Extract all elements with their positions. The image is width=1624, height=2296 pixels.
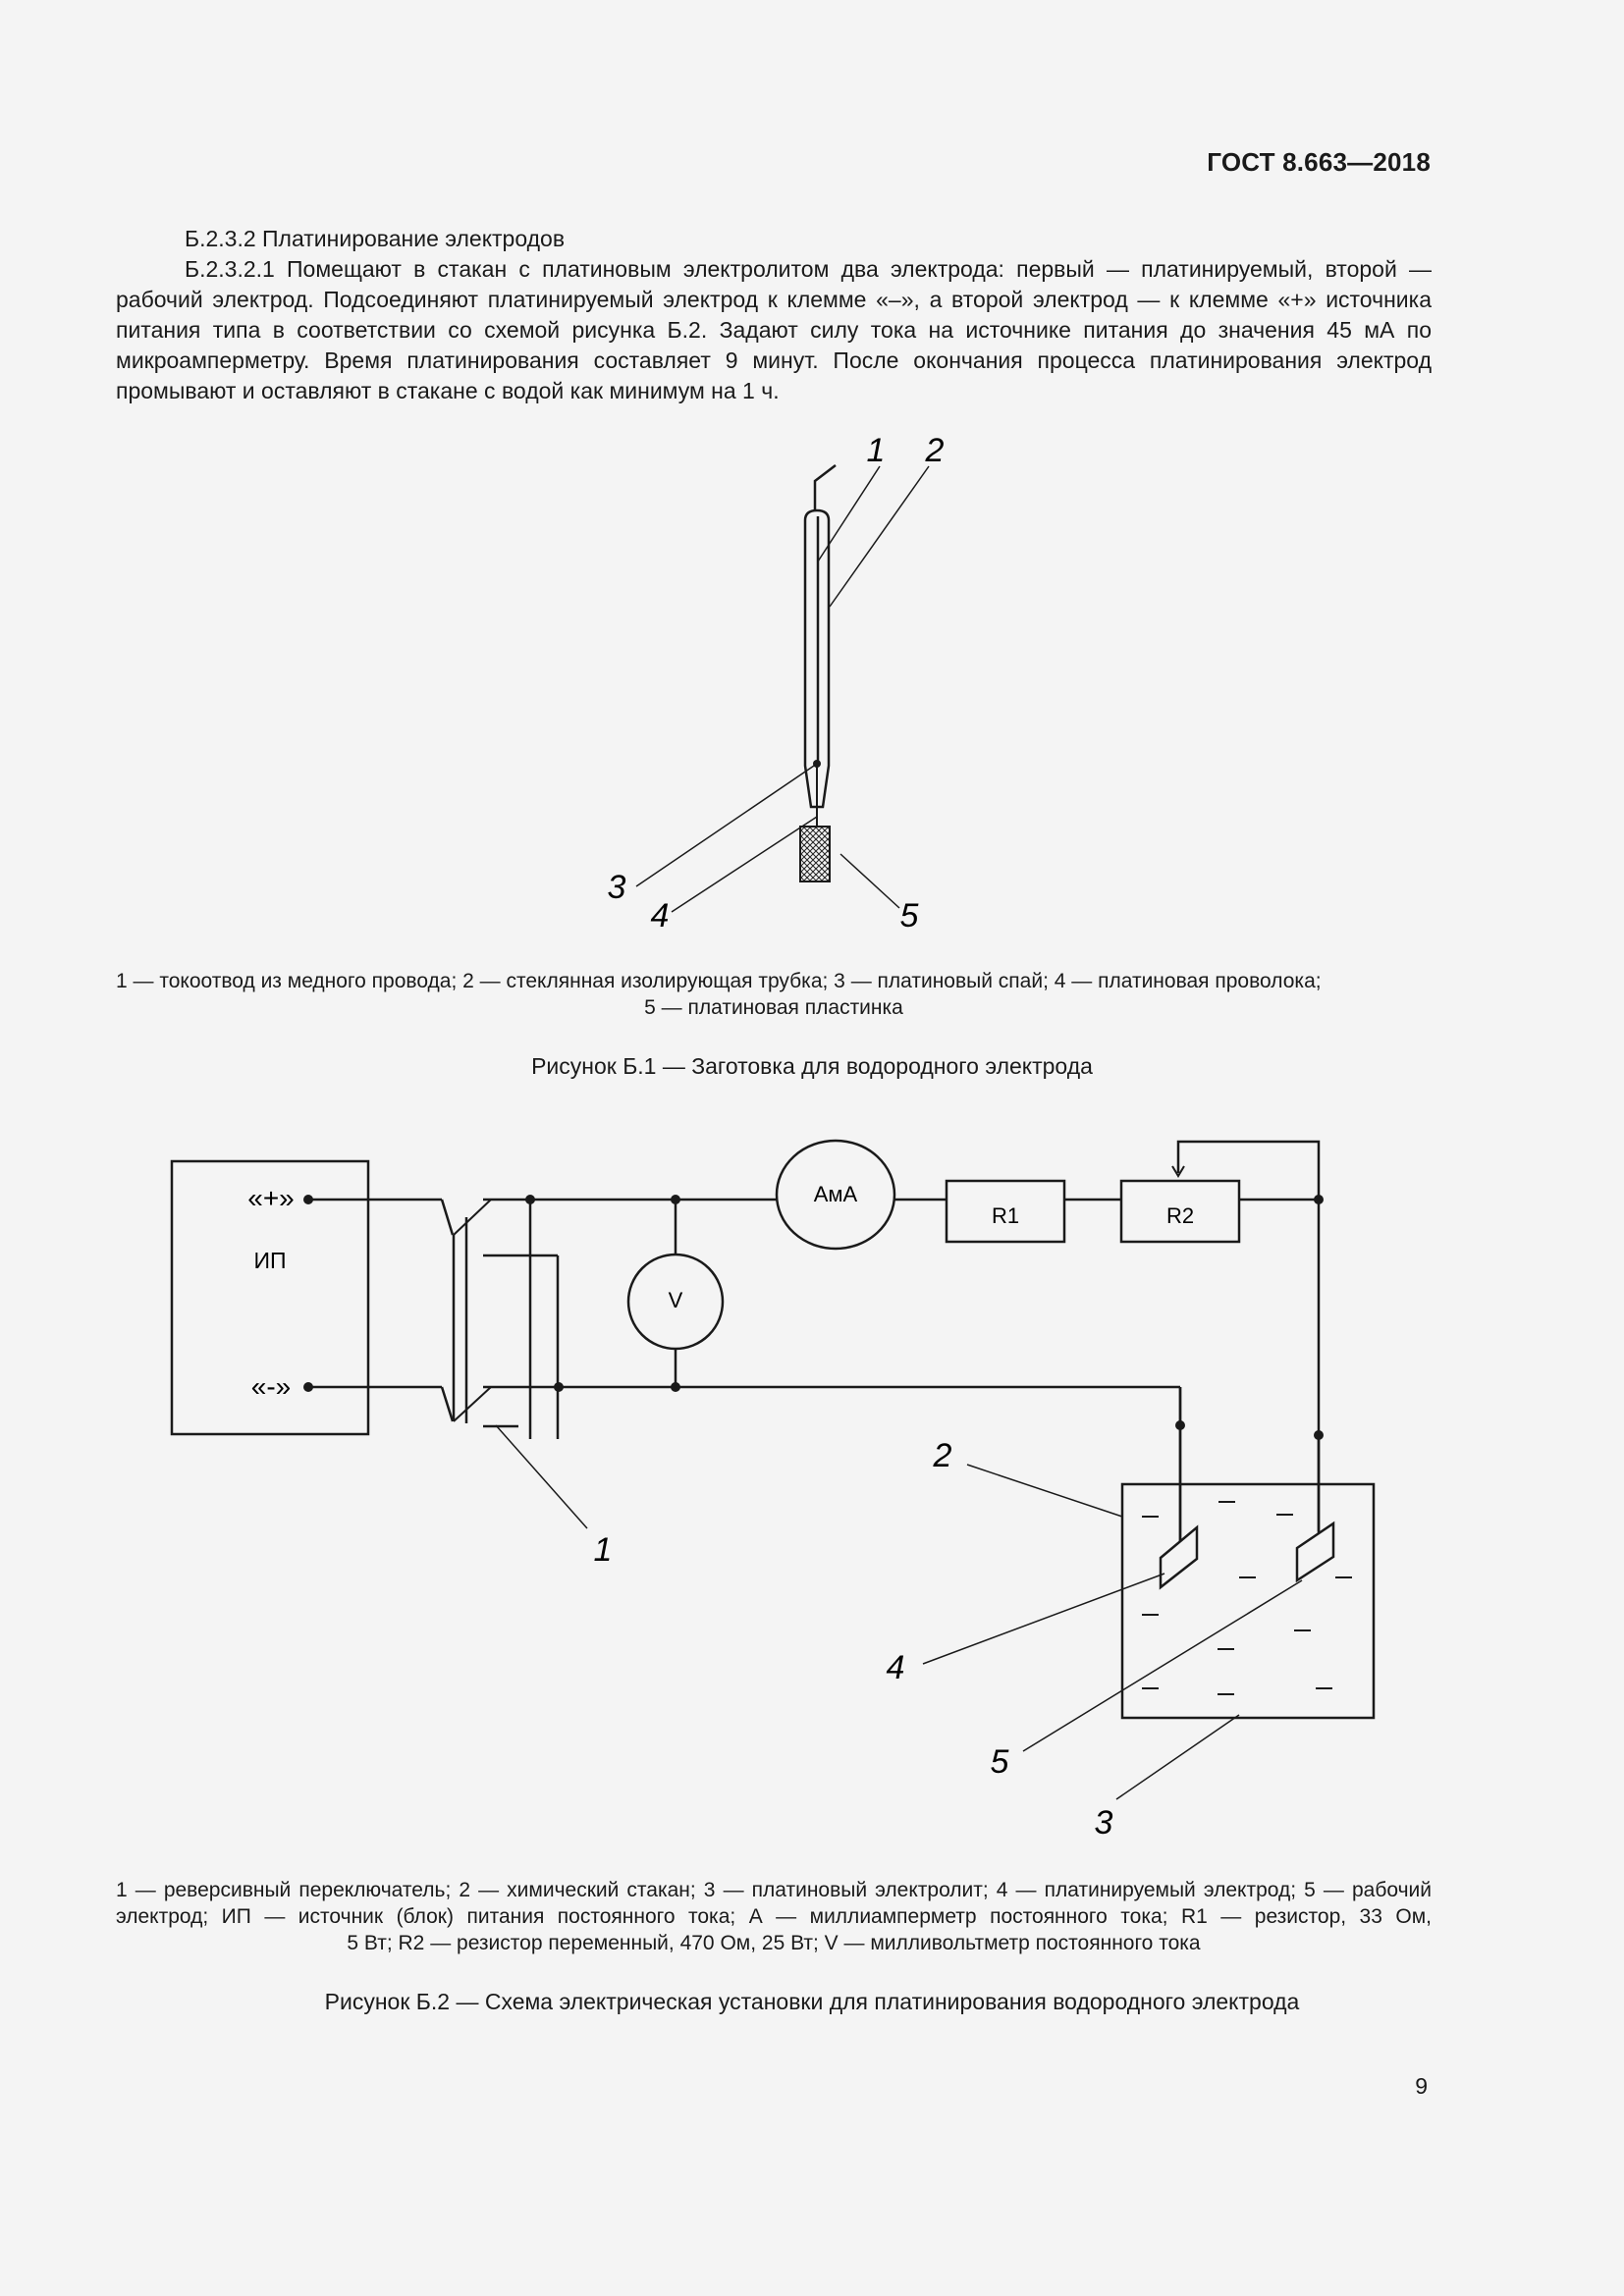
terminal-minus-label: «-» [250,1371,292,1402]
figure1-legend-line1: 1 — токоотвод из медного провода; 2 — стеклянная изолирующая трубка; 3 — платиновый спай; 4 — платиновая проволока; [116,970,1322,992]
figure1-legend-line2: 5 — платиновая пластинка [644,996,903,1019]
fig1-label-3: 3 [607,869,626,906]
figure1-legend [116,968,1432,1021]
figure1-caption: Рисунок Б.1 — Заготовка для водородного электрода [531,1053,1093,1079]
fig1-label-1: 1 [866,432,886,469]
fig2-label-4: 4 [886,1649,905,1686]
r1-label: R1 [991,1203,1020,1228]
figure-circuit-diagram [0,1119,1624,1865]
platinum-plate [800,827,830,881]
fig1-label-5: 5 [899,897,919,934]
fig1-label-4: 4 [650,897,670,934]
terminal-plus-label: «+» [247,1183,295,1213]
standard-number: ГОСТ 8.663—2018 [1207,147,1431,177]
fig2-label-3: 3 [1094,1804,1113,1842]
fig1-label-2: 2 [925,432,945,469]
figure-electrode-blank [0,0,1624,982]
chemical-beaker [1122,1484,1374,1718]
fig2-label-2: 2 [933,1437,952,1474]
ammeter-label: АмА [813,1182,858,1206]
electrode-working [1297,1523,1333,1580]
figure2-legend-last: 5 Вт; R2 — резистор переменный, 470 Ом, 25 Вт; V — милливольтметр постоянного тока [347,1932,1201,1954]
figure2-caption: Рисунок Б.2 — Схема электрическая установки для платинирования водородного электрода [324,1989,1300,2014]
copper-lead [815,465,836,510]
terminal-plus-dot [303,1195,313,1204]
page-number: 9 [1415,2073,1428,2099]
platinum-junction [813,760,821,768]
section-heading: Б.2.3.2 Платинирование электродов [185,226,566,251]
terminal-minus-dot [303,1382,313,1392]
figure2-legend [116,1877,1432,1956]
figure2-legend-main: 1 — реверсивный переключатель; 2 — химический стакан; 3 — платиновый электролит; 4 — платинируемый электрод; 5 — рабочий электрод; ИП — источник (блок) питания постоянного тока; А — миллиамперметр постоянного тока; R1 — резистор, 33 Ом, [116,1879,1432,1928]
r2-label: R2 [1165,1203,1195,1228]
switch-contacts [442,1200,453,1421]
fig2-label-1: 1 [593,1531,613,1569]
section-paragraph: Б.2.3.2.1 Помещают в стакан с платиновым электролитом два электрода: первый — платинируемый, второй — рабочий электрод. Подсоединяют платинируемый электрод к клемме «–», а второй электрод — к клемме «+» источника питания типа в соответствии со схемой рисунка Б.2. Задают силу тока на источнике питания до значения 45 мА по микроамперметру. Время платинирования составляет 9 минут. После окончания процесса платинирования электрод промывают и оставляют в стакане с водой как минимум на 1 ч. [116,256,1432,403]
power-supply-label: ИП [253,1248,287,1273]
fig2-label-5: 5 [990,1743,1009,1781]
electrode-platinized [1161,1527,1197,1587]
voltmeter-label: V [668,1288,683,1312]
